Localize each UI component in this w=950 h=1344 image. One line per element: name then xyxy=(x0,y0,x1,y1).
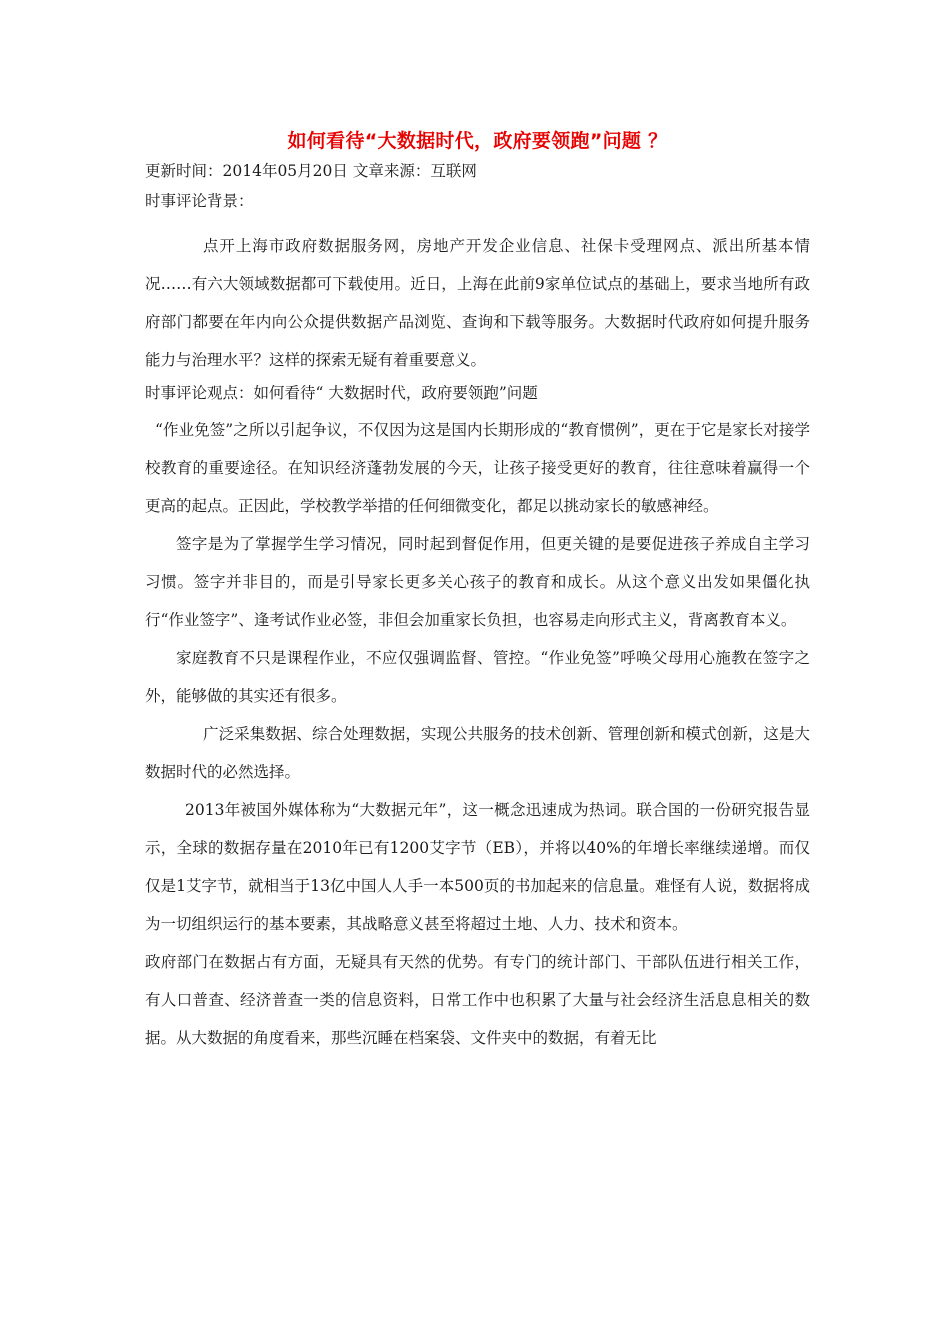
paragraph-2: 签字是为了掌握学生学习情况，同时起到督促作用，但更关键的是要促进孩子养成自主学习习惯。签字并非目的，而是引导家长更多关心孩子的教育和成长。从这个意义出发如果僵化执行“作业签字”、逢考试作业必签，非但会加重家长负担，也容易走向形式主义，背离教育本义。 xyxy=(145,535,810,629)
viewpoint-heading: 时事评论观点：如何看待“ 大数据时代，政府要领跑”问题 xyxy=(145,384,538,402)
paragraph-5: 2013年被国外媒体称为“大数据元年”，这一概念迅速成为热词。联合国的一份研究报告显示，全球的数据存量在2010年已有1200艾字节（EB），并将以40%的年增长率继续递增。而仅仅是1艾字节，就相当于13亿中国人人手一本500页的书加起来的信息量。难怪有人说，数据将成为一切组织运行的基本要素，其战略意义甚至将超过土地、人力、技术和资本。 xyxy=(145,801,810,933)
paragraph-4: 广泛采集数据、综合处理数据，实现公共服务的技术创新、管理创新和模式创新，这是大数据时代的必然选择。 xyxy=(145,725,810,781)
background-paragraph: 点开上海市政府数据服务网，房地产开发企业信息、社保卡受理网点、派出所基本情况……有六大领域数据都可下载使用。近日，上海在此前9家单位试点的基础上，要求当地所有政府部门都要在年内向公众提供数据产品浏览、查询和下载等服务。大数据时代政府如何提升服务能力与治理水平？这样的探索无疑有着重要意义。 xyxy=(145,237,810,369)
document-page xyxy=(145,118,810,1057)
paragraph-6: 政府部门在数据占有方面，无疑具有天然的优势。有专门的统计部门、干部队伍进行相关工作，有人口普查、经济普查一类的信息资料，日常工作中也积累了大量与社会经济生活息息相关的数据。从大数据的角度看来，那些沉睡在档案袋、文件夹中的数据，有着无比 xyxy=(145,953,810,1047)
background-heading: 时事评论背景： xyxy=(145,192,254,210)
paragraph-1: “作业免签”之所以引起争议，不仅因为这是国内长期形成的“教育惯例”，更在于它是家长对接学校教育的重要途径。在知识经济蓬勃发展的今天，让孩子接受更好的教育，往往意味着赢得一个更高的起点。正因此，学校教学举措的任何细微变化，都足以挑动家长的敏感神经。 xyxy=(145,421,810,515)
paragraph-3: 家庭教育不只是课程作业，不应仅强调监督、管控。“作业免签”呼唤父母用心施教在签字之外，能够做的其实还有很多。 xyxy=(145,649,810,705)
article-meta: 更新时间：2014年05月20日 文章来源：互联网 xyxy=(145,162,477,180)
article-title: 如何看待“大数据时代，政府要领跑”问题 ？ xyxy=(287,130,668,152)
